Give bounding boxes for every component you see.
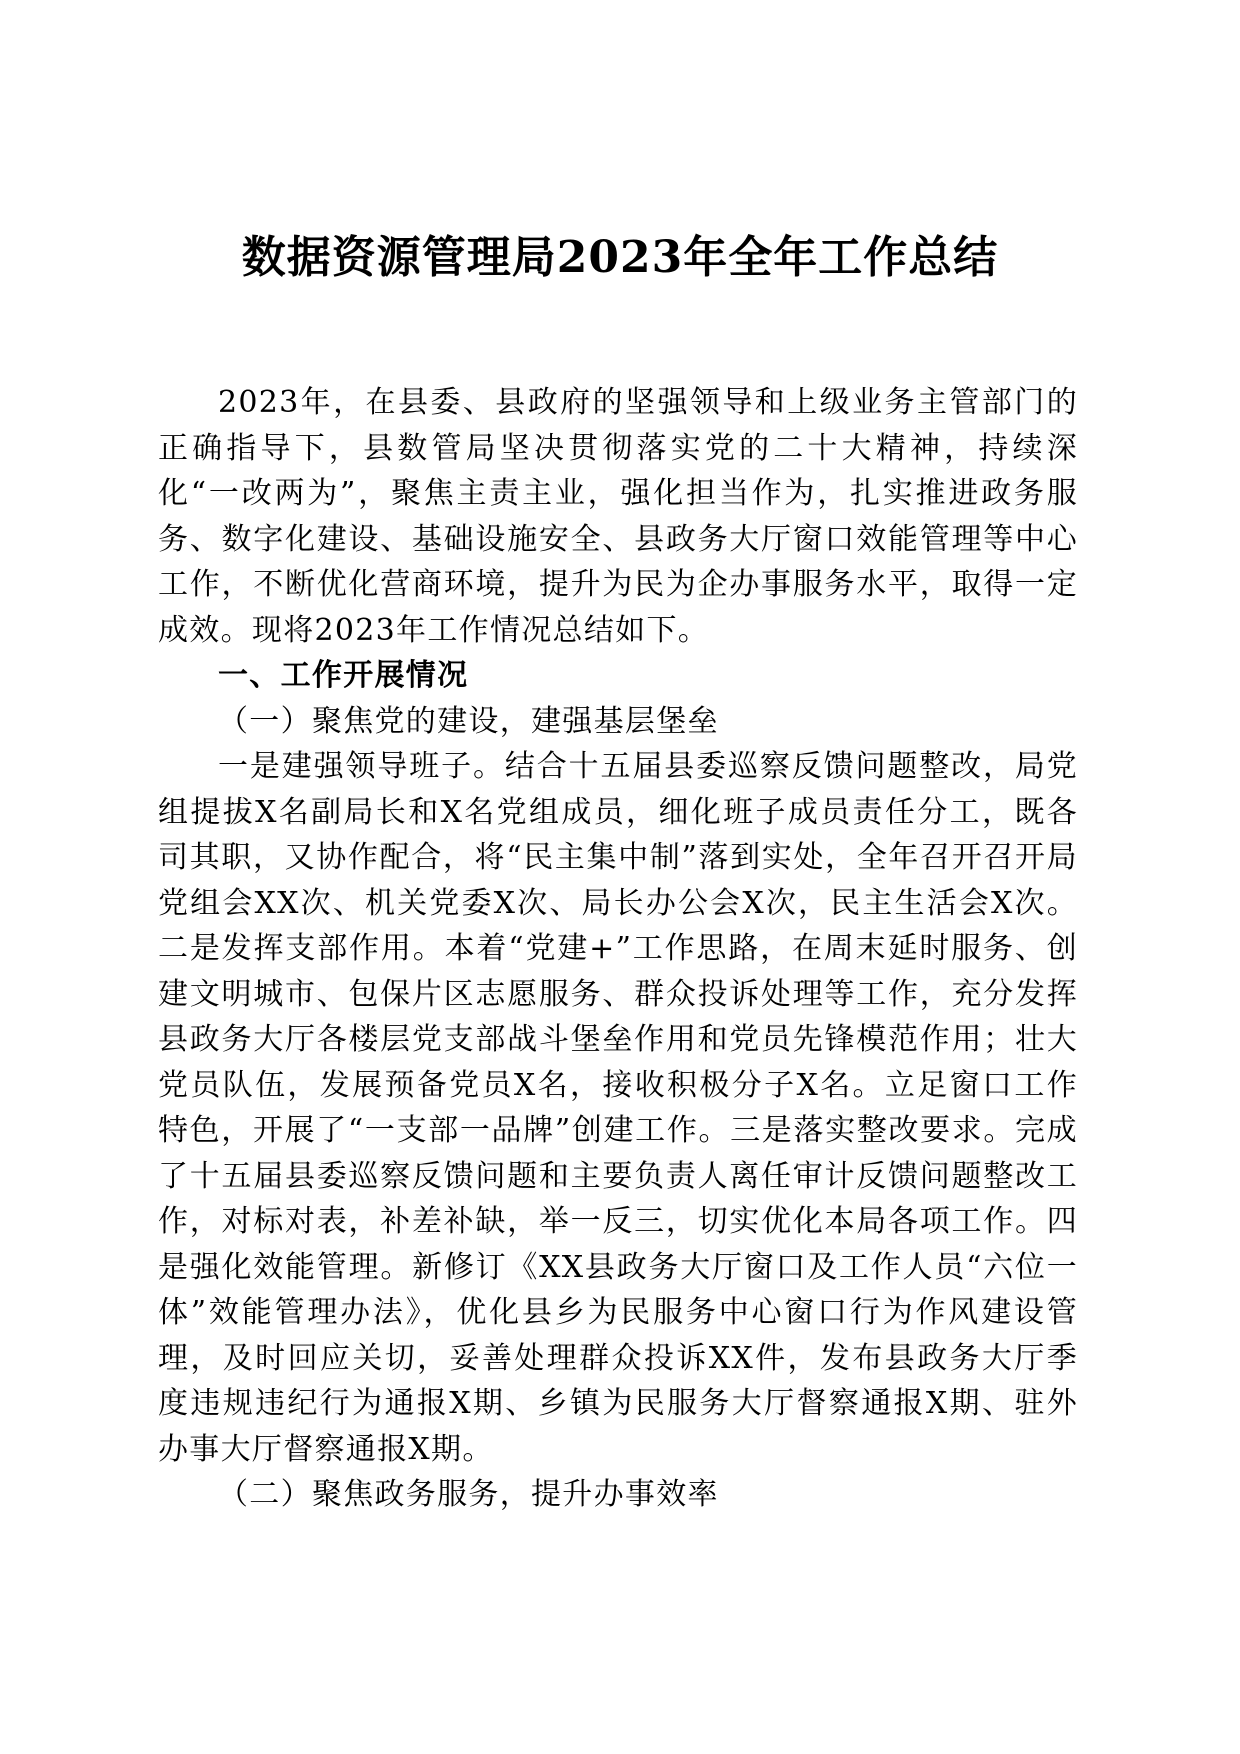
intro-paragraph: 2023年，在县委、县政府的坚强领导和上级业务主管部门的正确指导下，县数管局坚决贯彻落实党的二十大精神，持续深化“一改两为”，聚焦主责主业，强化担当作为，扎实推进政务服务、数字化建设、基础设施安全、县政务大厅窗口效能管理等中心工作，不断优化营商环境，提升为民为企办事服务水平，取得一定成效。现将2023年工作情况总结如下。 [158,385,1078,648]
subsection-heading: （一）聚焦党的建设，建强基层堡垒 [218,703,719,739]
document-body [158,380,1078,1518]
subsection-heading: （二）聚焦政务服务，提升办事效率 [218,1477,719,1512]
subsection-paragraph: 一是建强领导班子。结合十五届县委巡察反馈问题整改，局党组提拔X名副局长和X名党组成员，细化班子成员责任分工，既各司其职，又协作配合，将“民主集中制”落到实处，全年召开召开局党组会XX次、机关党委X次、局长办公会X次，民主生活会X次。二是发挥支部作用。本着“党建+”工作思路，在周末延时服务、创建文明城市、包保片区志愿服务、群众投诉处理等工作，充分发挥县政务大厅各楼层党支部战斗堡垒作用和党员先锋模范作用；壮大党员队伍，发展预备党员X名，接收积极分子X名。立足窗口工作特色，开展了“一支部一品牌”创建工作。三是落实整改要求。完成了十五届县委巡察反馈问题和主要负责人离任审计反馈问题整改工作，对标对表，补差补缺，举一反三，切实优化本局各项工作。四是强化效能管理。新修订《XX县政务大厅窗口及工作人员“六位一体”效能管理办法》，优化县乡为民服务中心窗口行为作风建设管理，及时回应关切，妥善处理群众投诉XX件，发布县政务大厅季度违规违纪行为通报X期、乡镇为民服务大厅督察通报X期、驻外办事大厅督察通报X期。 [158,749,1078,1467]
section-heading: 一、工作开展情况 [218,658,469,693]
page-title: 数据资源管理局2023年全年工作总结 [241,232,999,283]
